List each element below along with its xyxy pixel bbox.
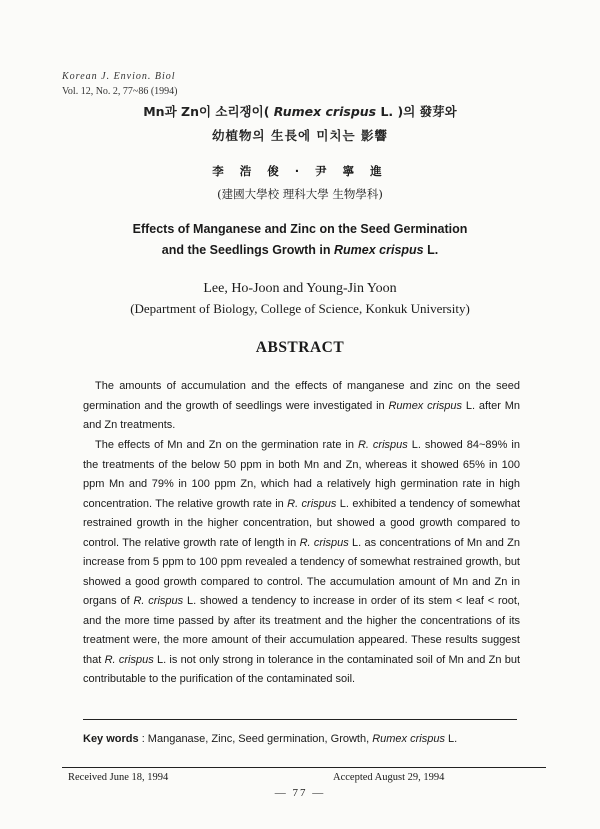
keywords-label: Key words	[83, 733, 139, 745]
english-title-part: and the Seedlings Growth in	[161, 243, 335, 257]
abstract-paragraph-2	[83, 436, 520, 690]
species-name: R. crispus	[104, 653, 154, 666]
korean-title-line1	[0, 102, 600, 120]
english-title-line2	[0, 243, 600, 257]
korean-affiliation: (建國大學校 理科大學 生物學科)	[217, 187, 383, 201]
species-name: R. crispus	[299, 536, 349, 549]
species-name: R. crispus	[133, 595, 184, 607]
abstract-text: L. showed a tendency to increase in order of its stem < leaf < root, and the more time passed by after its treatment and the higher the concentrations of its treatment were, the more amount of their accumulation appeared. These results suggest that	[83, 595, 520, 666]
abstract-paragraph-1	[83, 377, 520, 436]
journal-name: Korean J. Envion. Biol	[62, 71, 176, 82]
korean-title-line2: 幼植物의 生長에 미치는 影響	[212, 128, 388, 143]
abstract-text: The amounts of accumulation and the effects of manganese and zinc on the seed germination and the growth of seedlings were investigated in	[83, 380, 520, 412]
journal-citation	[62, 69, 178, 99]
species-name: R. crispus	[357, 439, 408, 451]
species-name: R. crispus	[287, 497, 337, 510]
english-affiliation: (Department of Biology, College of Science, Konkuk University)	[130, 301, 470, 316]
received-date: Received June 18, 1994	[68, 772, 169, 783]
keywords-values: : Manganase, Zinc, Seed germination, Growth,	[138, 733, 373, 745]
species-name: Rumex crispus	[372, 733, 445, 745]
keywords	[83, 733, 457, 745]
keywords-tail: L.	[444, 733, 458, 745]
species-name: Rumex crispus	[334, 243, 424, 257]
abstract-text: The effects of Mn and Zn on the germination rate in	[95, 439, 358, 451]
journal-volume: Vol. 12, No. 2, 77~86 (1994)	[62, 86, 178, 97]
korean-title-part: Mn과 Zn이 소리쟁이(	[143, 104, 274, 119]
accepted-date: Accepted August 29, 1994	[333, 772, 445, 783]
english-authors: Lee, Ho-Joon and Young-Jin Yoon	[203, 281, 397, 296]
abstract-heading: ABSTRACT	[255, 339, 345, 356]
species-name: Rumex crispus	[273, 104, 377, 119]
abstract-text: L. as concentrations of Mn and Zn increase from 5 ppm to 100 ppm revealed a tendency of somewhat restrained growth, but showed a good growth compared to control. The accumulation amount of Mn and Zn in organs of	[83, 536, 520, 607]
abstract-text: L. exhibited a tendency of somewhat restrained growth in the higher concentration, but showed a good growth compared to control. The relative growth rate of length in	[83, 497, 520, 549]
korean-title-part: L. )의 發芽와	[376, 104, 457, 119]
english-title-part: L.	[423, 243, 439, 257]
abstract-text: L. is not only strong in tolerance in the contaminated soil of Mn and Zn but contributable to the purification of the contaminated soil.	[83, 653, 520, 685]
page-number: — 77 —	[274, 787, 326, 799]
korean-authors: 李 浩 俊 · 尹 寧 進	[212, 164, 388, 178]
abstract-text: L. after Mn and Zn treatments.	[83, 399, 520, 431]
species-name: Rumex crispus	[388, 399, 462, 412]
abstract-text: L. showed 84~89% in the treatments of the below 50 ppm in both Mn and Zn, whereas it showed 65% in 100 ppm Mn and 79% in 100 ppm Zn, which had a relatively high germination rate in high concentration. The relative growth rate in	[83, 439, 520, 510]
keywords-divider	[83, 719, 517, 720]
footer-divider	[62, 767, 546, 768]
english-title-line1: Effects of Manganese and Zinc on the Seed Germination	[132, 222, 468, 236]
